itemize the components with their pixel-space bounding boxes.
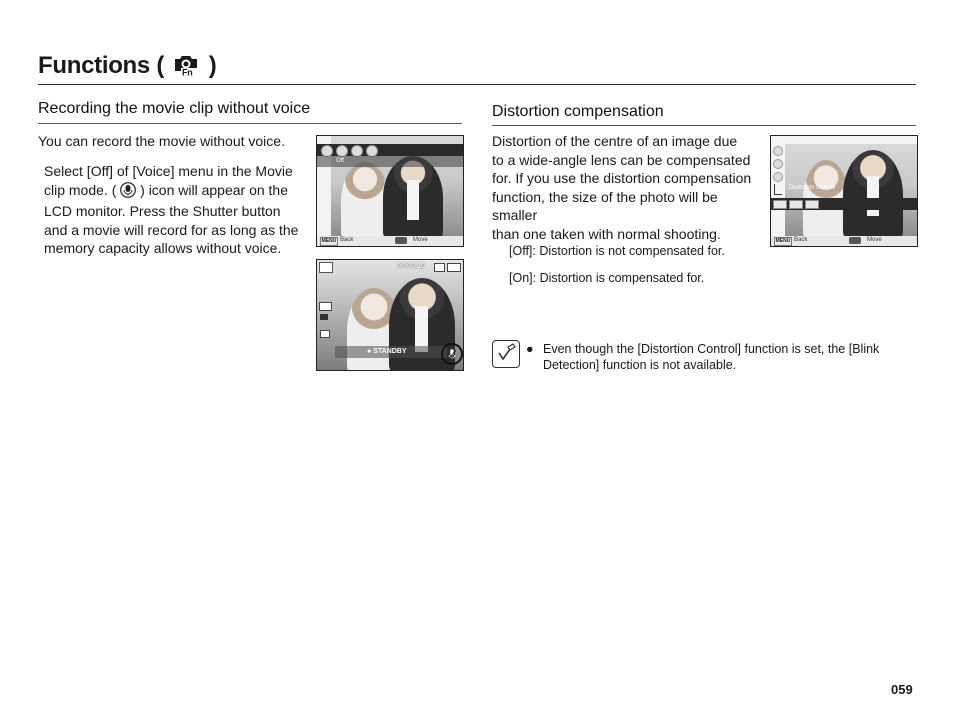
distortion-line-1: Distortion of the centre of an image due	[492, 133, 738, 149]
note-line-1: Even though the [Distortion Control] function is set, the [Blink	[543, 342, 880, 356]
lcd-option-label: Off	[336, 158, 344, 164]
note-line-2: Detection] function is not available.	[543, 358, 737, 372]
section-divider-distortion	[492, 125, 916, 126]
page-title	[38, 52, 216, 83]
page-title-prefix: Functions (	[38, 52, 165, 79]
camera-fn-icon	[172, 52, 200, 83]
battery-icon	[447, 263, 461, 272]
quality-icon	[320, 314, 328, 320]
voice-line-4: and a movie will record for as long as the	[44, 221, 299, 238]
standby-label: ● STANDBY	[367, 348, 407, 355]
section-title-distortion: Distortion compensation	[492, 103, 664, 120]
microphone-off-icon	[448, 348, 456, 366]
side-icon-2	[773, 159, 783, 169]
side-icon-3	[773, 172, 783, 182]
section-divider-voice	[38, 123, 462, 124]
menu-chip: MENU	[775, 238, 791, 244]
distortion-on-icon	[789, 200, 803, 209]
note-pencil-icon	[492, 340, 520, 368]
dpad-icon	[849, 237, 861, 244]
lcd-back-label: Back	[794, 237, 808, 243]
voice-line-3: LCD monitor. Press the Shutter button	[44, 203, 281, 219]
lcd-back-label: Back	[340, 237, 354, 243]
distortion-option-icon	[805, 200, 819, 209]
voice-off-icon	[120, 182, 136, 203]
voice-line-5: memory capacity allows without voice.	[44, 240, 282, 256]
mute-indicator-highlight	[441, 343, 463, 365]
option-off-text: [Off]: Distortion is not compensated for.	[509, 244, 725, 258]
menu-chip: MENU	[321, 238, 337, 244]
page-number: 059	[891, 682, 913, 697]
distortion-side-icon	[774, 184, 782, 195]
note-text	[526, 341, 906, 373]
option-on-text: [On]: Distortion is compensated for.	[509, 271, 705, 285]
memory-icon	[434, 263, 445, 272]
note-bullet: ●	[526, 342, 534, 356]
side-icon-1	[773, 146, 783, 156]
distortion-line-2: to a wide-angle lens can be compensated	[492, 151, 751, 168]
voice-line-2: clip mode. ( ) icon will appear on the	[44, 181, 306, 203]
movie-mode-icon	[319, 262, 333, 273]
section-title-voice: Recording the movie clip without voice	[38, 100, 311, 117]
dpad-icon	[395, 237, 407, 244]
distortion-line-4: function, the size of the photo will be smaller	[492, 188, 718, 223]
recording-timer: 00:00:10	[397, 263, 426, 270]
voice-intro-text: You can record the movie without voice.	[38, 133, 285, 149]
lcd-voice-menu-screenshot	[316, 135, 464, 247]
distortion-menu-title: Distortion Control	[789, 185, 836, 191]
lcd-move-label: Move	[867, 237, 882, 243]
distortion-off-icon	[773, 200, 787, 209]
voice-line-1: Select [Off] of [Voice] menu in the Movie	[44, 163, 293, 179]
title-divider	[38, 84, 916, 85]
resolution-icon	[319, 302, 332, 311]
page-title-suffix: )	[208, 52, 217, 79]
lcd-distortion-menu-screenshot	[770, 135, 918, 247]
voice-instructions	[44, 162, 306, 258]
lcd-move-label: Move	[413, 237, 428, 243]
distortion-line-5: than one taken with normal shooting.	[492, 225, 721, 242]
distortion-description	[492, 132, 764, 243]
metering-icon	[320, 330, 330, 338]
svg-text:Fn: Fn	[182, 67, 193, 76]
lcd-recording-screenshot	[316, 259, 464, 371]
distortion-line-3: for. If you use the distortion compensation	[492, 170, 752, 186]
